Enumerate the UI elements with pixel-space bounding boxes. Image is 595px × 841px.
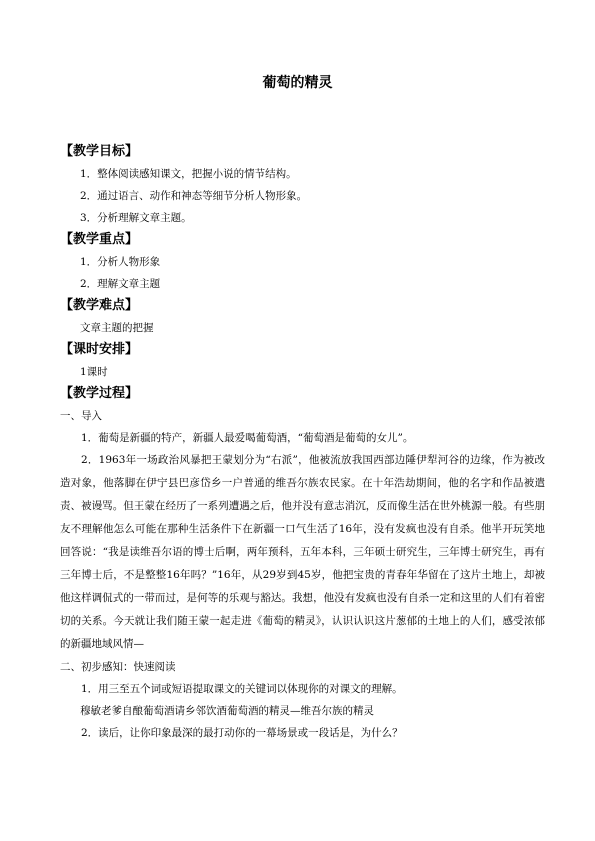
section-heading-process: 【教学过程】 xyxy=(60,386,139,401)
process-reading-item: 1．用三至五个词或短语提取课文的关键词以体现你的对课文的理解。 xyxy=(81,683,403,695)
process-intro-paragraph: 2．1963年一场政治风暴把王蒙划分为“右派”，他被流放我国西部边陲伊犁河谷的边缘，作为被改造对象，他落脚在伊宁县巴彦岱乡一户普通的维吾尔族农民家。在十年浩劫期间，他的名字和作品被遣责、被谩骂。但王蒙在经历了一系列遭遇之后，他并没有意志消沉，反而像生活在世外桃源一般。有些朋友不理解他怎么可能在那种生活条件下在新疆一口气生活了16年，没有发疯也没有自杀。他半开玩笑地回答说：“我是读维吾尔语的博士后啊，两年预科，五年本科，三年硕士研究生，三年博士研究生，再有三年博士后，不是整整16年吗？”16年，从29岁到45岁，他把宝贵的青春年华留在了这片土地上，却被他这样调侃式的一带而过，是何等的乐观与豁达。我想，他没有发疯也没有自杀一定和这里的人们有着密切的关系。今天就让我们随王蒙一起走进《葡萄的精灵》，认识认识这片葱郁的土地上的人们，感受浓郁的新疆地域风情— xyxy=(60,454,545,650)
key-point-item: 1．分析人物形象 xyxy=(80,256,161,268)
document-title: 葡萄的精灵 xyxy=(262,75,333,91)
key-point-item: 2．理解文章主题 xyxy=(80,278,161,290)
goal-item: 3．分析理解文章主题。 xyxy=(80,212,192,224)
document-body xyxy=(60,141,545,744)
process-part-heading-intro: 一、导入 xyxy=(60,410,102,422)
process-intro-item: 1．葡萄是新疆的特产，新疆人最爱喝葡萄酒，“葡萄酒是葡萄的女儿”。 xyxy=(81,432,414,444)
process-reading-item: 2．读后，让你印象最深的最打动你的一幕场景或一段话是，为什么？ xyxy=(81,727,403,739)
section-heading-schedule: 【课时安排】 xyxy=(60,342,139,357)
goal-item: 2．通过语言、动作和神态等细节分析人物形象。 xyxy=(80,190,308,202)
difficulty-item: 文章主题的把握 xyxy=(80,322,154,334)
section-heading-difficulties: 【教学难点】 xyxy=(60,298,139,313)
section-heading-key-points: 【教学重点】 xyxy=(60,232,139,247)
process-reading-answer: 穆敏老爹自酿葡萄酒请乡邻饮酒葡萄酒的精灵—维吾尔族的精灵 xyxy=(80,705,374,717)
section-heading-goals: 【教学目标】 xyxy=(60,144,139,159)
schedule-item: 1课时 xyxy=(80,366,108,378)
process-part-heading-reading: 二、初步感知：快速阅读 xyxy=(60,661,176,673)
goal-item: 1．整体阅读感知课文，把握小说的情节结构。 xyxy=(80,168,297,180)
